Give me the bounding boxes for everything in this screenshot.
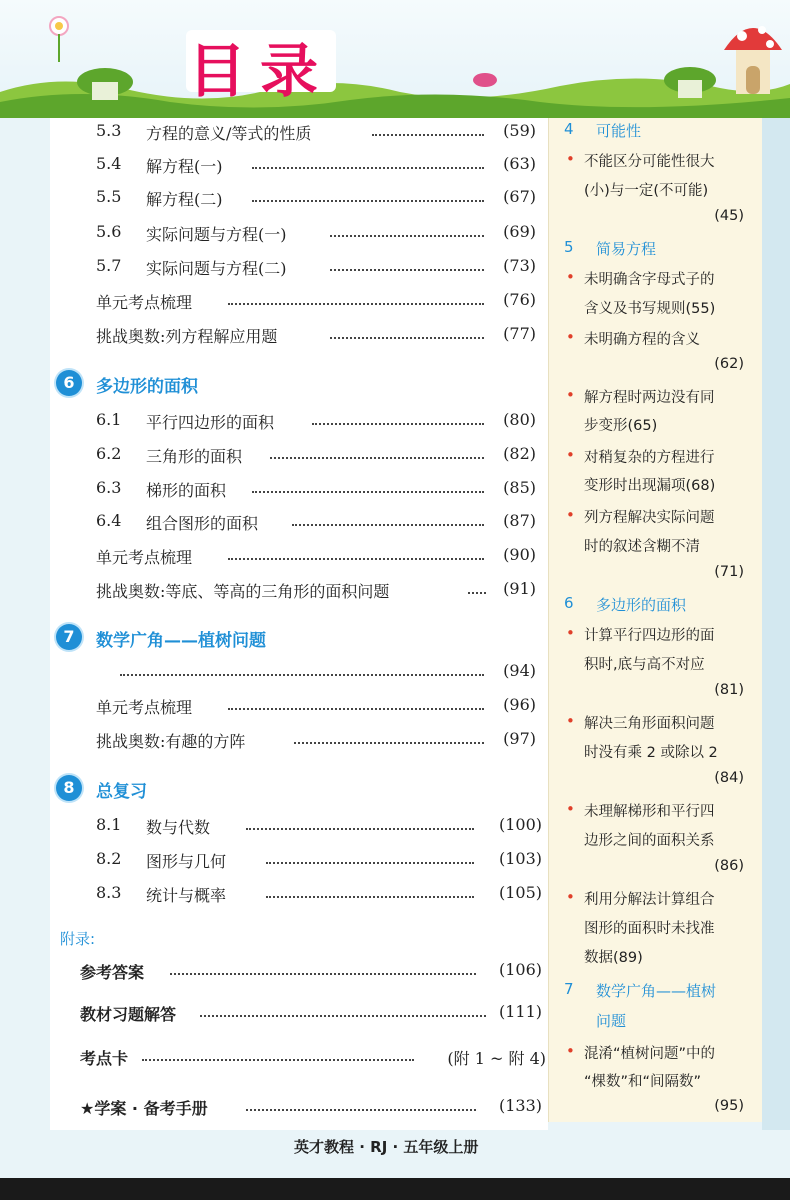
section-number: 8.2 xyxy=(96,849,122,868)
page-number: (106) xyxy=(498,960,542,979)
page-number: (94) xyxy=(503,661,536,680)
appendix-title: ★学案 · 备考手册 xyxy=(80,1099,208,1118)
section-title: 梯形的面积 xyxy=(146,481,227,500)
chapter-title: 总复习 xyxy=(96,782,147,802)
appendix-title: 参考答案 xyxy=(80,963,145,982)
bullet-icon: • xyxy=(566,386,575,404)
sidebar-line: 未明确方程的含义 xyxy=(584,332,700,348)
page-number: (87) xyxy=(503,511,536,530)
sidebar-section-title: 多边形的面积 xyxy=(596,596,687,614)
page-number: (111) xyxy=(498,1002,542,1021)
section-title: 单元考点梳理 xyxy=(96,293,193,312)
bullet-icon: • xyxy=(566,888,575,906)
chapter-badge: 7 xyxy=(56,624,82,650)
leader-dots xyxy=(120,672,484,676)
flower-icon xyxy=(44,14,74,64)
section-number: 6.3 xyxy=(96,478,122,497)
sidebar-line: 边形之间的面积关系 xyxy=(584,833,715,849)
page-number: (59) xyxy=(503,121,536,140)
chapter-badge: 8 xyxy=(56,775,82,801)
page-number: (103) xyxy=(498,849,542,868)
leader-dots xyxy=(200,1013,486,1017)
sidebar-section-title-cont: 问题 xyxy=(596,1012,627,1030)
sidebar-section-title: 可能性 xyxy=(596,122,642,140)
leader-dots xyxy=(252,198,484,202)
sidebar-line: 数据(89) xyxy=(584,950,643,966)
page-number: (76) xyxy=(503,290,536,309)
sidebar-line: “棵数”和“间隔数” xyxy=(584,1074,702,1090)
page-number: (69) xyxy=(503,222,536,241)
leader-dots xyxy=(246,826,474,830)
section-number: 5.5 xyxy=(96,187,122,206)
section-title: 挑战奥数:等底、等高的三角形的面积问题 xyxy=(96,582,390,601)
sidebar-line: 时没有乘 2 或除以 2 xyxy=(584,745,718,761)
leader-dots xyxy=(270,455,484,459)
page-number: (附 1 ~ 附 4) xyxy=(447,1049,546,1068)
leader-dots xyxy=(292,522,484,526)
page-number: (100) xyxy=(498,815,542,834)
sidebar-section-number: 6 xyxy=(564,594,574,612)
section-title: 实际问题与方程(一) xyxy=(146,225,287,244)
section-title: 数与代数 xyxy=(146,818,211,837)
page-number: (97) xyxy=(503,729,536,748)
page-number: (91) xyxy=(503,579,536,598)
sidebar-line: 图形的面积时未找准 xyxy=(584,921,715,937)
footer-text: 英才教程 · RJ · 五年级上册 xyxy=(294,1138,479,1156)
section-number: 8.1 xyxy=(96,815,122,834)
section-title: 实际问题与方程(二) xyxy=(146,259,287,278)
bullet-icon: • xyxy=(566,506,575,524)
sidebar-section-title: 数学广角——植树 xyxy=(596,982,717,1000)
mushroom-house-icon xyxy=(720,10,786,100)
leader-dots xyxy=(312,421,484,425)
section-title: 图形与几何 xyxy=(146,852,227,871)
section-title: 平行四边形的面积 xyxy=(146,413,275,432)
sidebar-page: (71) xyxy=(714,564,744,580)
section-number: 8.3 xyxy=(96,883,122,902)
page-number: (67) xyxy=(503,187,536,206)
page-number: (80) xyxy=(503,410,536,429)
sidebar-line: 解方程时两边没有同 xyxy=(584,390,715,406)
page-number: (63) xyxy=(503,154,536,173)
leader-dots xyxy=(142,1057,414,1061)
bullet-icon: • xyxy=(566,800,575,818)
bullet-icon: • xyxy=(566,446,575,464)
chapter-title: 多边形的面积 xyxy=(96,377,198,397)
sidebar-page: (62) xyxy=(714,356,744,372)
sidebar-page: (45) xyxy=(714,208,744,224)
scan-edge xyxy=(0,1178,790,1200)
sidebar-line: 计算平行四边形的面 xyxy=(584,628,715,644)
section-title: 方程的意义/等式的性质 xyxy=(146,124,312,143)
page-number: (105) xyxy=(498,883,542,902)
leader-dots xyxy=(228,706,484,710)
leader-dots xyxy=(294,740,484,744)
section-title: 挑战奥数:有趣的方阵 xyxy=(96,732,246,751)
appendix-title: 考点卡 xyxy=(80,1049,129,1068)
section-number: 6.1 xyxy=(96,410,122,429)
sidebar-line: 时的叙述含糊不清 xyxy=(584,539,700,555)
leader-dots xyxy=(266,894,474,898)
leader-dots xyxy=(228,556,484,560)
bullet-icon: • xyxy=(566,1042,575,1060)
section-number: 5.6 xyxy=(96,222,122,241)
leader-dots xyxy=(246,1107,476,1111)
page-number: (85) xyxy=(503,478,536,497)
bullet-icon: • xyxy=(566,624,575,642)
leader-dots xyxy=(330,233,484,237)
leader-dots xyxy=(266,860,474,864)
sidebar-section-number: 5 xyxy=(564,238,574,256)
section-title: 解方程(一) xyxy=(146,157,223,176)
leader-dots xyxy=(252,165,484,169)
bullet-icon: • xyxy=(566,712,575,730)
sidebar-line: 未明确含字母式子的 xyxy=(584,272,715,288)
page-number: (96) xyxy=(503,695,536,714)
page-number: (73) xyxy=(503,256,536,275)
chapter-title: 数学广角——植树问题 xyxy=(96,631,266,651)
sidebar-line: 不能区分可能性很大 xyxy=(584,154,715,170)
appendix-label: 附录: xyxy=(60,930,96,948)
section-number: 5.7 xyxy=(96,256,122,275)
section-title: 三角形的面积 xyxy=(146,447,243,466)
sidebar-line: 积时,底与高不对应 xyxy=(584,657,705,673)
bullet-icon: • xyxy=(566,150,575,168)
sidebar-section-number: 4 xyxy=(564,120,574,138)
page-number: (82) xyxy=(503,444,536,463)
sidebar-line: 列方程解决实际问题 xyxy=(584,510,715,526)
section-title: 组合图形的面积 xyxy=(146,514,259,533)
sidebar-section-title: 简易方程 xyxy=(596,240,657,258)
section-number: 6.4 xyxy=(96,511,122,530)
sidebar-line: 含义及书写规则(55) xyxy=(584,301,716,317)
page-header xyxy=(0,0,790,118)
sidebar-line: 步变形(65) xyxy=(584,418,658,434)
section-title: 解方程(二) xyxy=(146,190,223,209)
appendix-title: 教材习题解答 xyxy=(80,1005,177,1024)
section-title: 单元考点梳理 xyxy=(96,548,193,567)
bullet-icon: • xyxy=(566,328,575,346)
sidebar-line: 变形时出现漏项(68) xyxy=(584,478,716,494)
sidebar-line: 对稍复杂的方程进行 xyxy=(584,450,715,466)
section-number: 6.2 xyxy=(96,444,122,463)
page-number: (77) xyxy=(503,324,536,343)
decorative-landscape xyxy=(0,62,790,118)
bullet-icon: • xyxy=(566,268,575,286)
page-number: (90) xyxy=(503,545,536,564)
sidebar-line: 利用分解法计算组合 xyxy=(584,892,715,908)
leader-dots xyxy=(252,489,484,493)
sidebar-line: 未理解梯形和平行四 xyxy=(584,804,715,820)
sidebar-line: 解决三角形面积问题 xyxy=(584,716,715,732)
section-title: 挑战奥数:列方程解应用题 xyxy=(96,327,278,346)
leader-dots xyxy=(330,267,484,271)
sidebar-page: (84) xyxy=(714,770,744,786)
sidebar-line: (小)与一定(不可能) xyxy=(584,183,709,199)
sidebar-section-number: 7 xyxy=(564,980,574,998)
section-number: 5.3 xyxy=(96,121,122,140)
sidebar-line: 混淆“植树问题”中的 xyxy=(584,1046,716,1062)
section-title: 统计与概率 xyxy=(146,886,227,905)
sidebar-page: (95) xyxy=(714,1098,744,1114)
page-title: 目录 xyxy=(188,37,333,105)
section-title: 单元考点梳理 xyxy=(96,698,193,717)
leader-dots xyxy=(228,301,484,305)
sidebar-page: (81) xyxy=(714,682,744,698)
leader-dots xyxy=(330,335,484,339)
sidebar-page: (86) xyxy=(714,858,744,874)
leader-dots xyxy=(170,971,476,975)
section-number: 5.4 xyxy=(96,154,122,173)
chapter-badge: 6 xyxy=(56,370,82,396)
page-number: (133) xyxy=(498,1096,542,1115)
page-edge xyxy=(762,118,790,1130)
